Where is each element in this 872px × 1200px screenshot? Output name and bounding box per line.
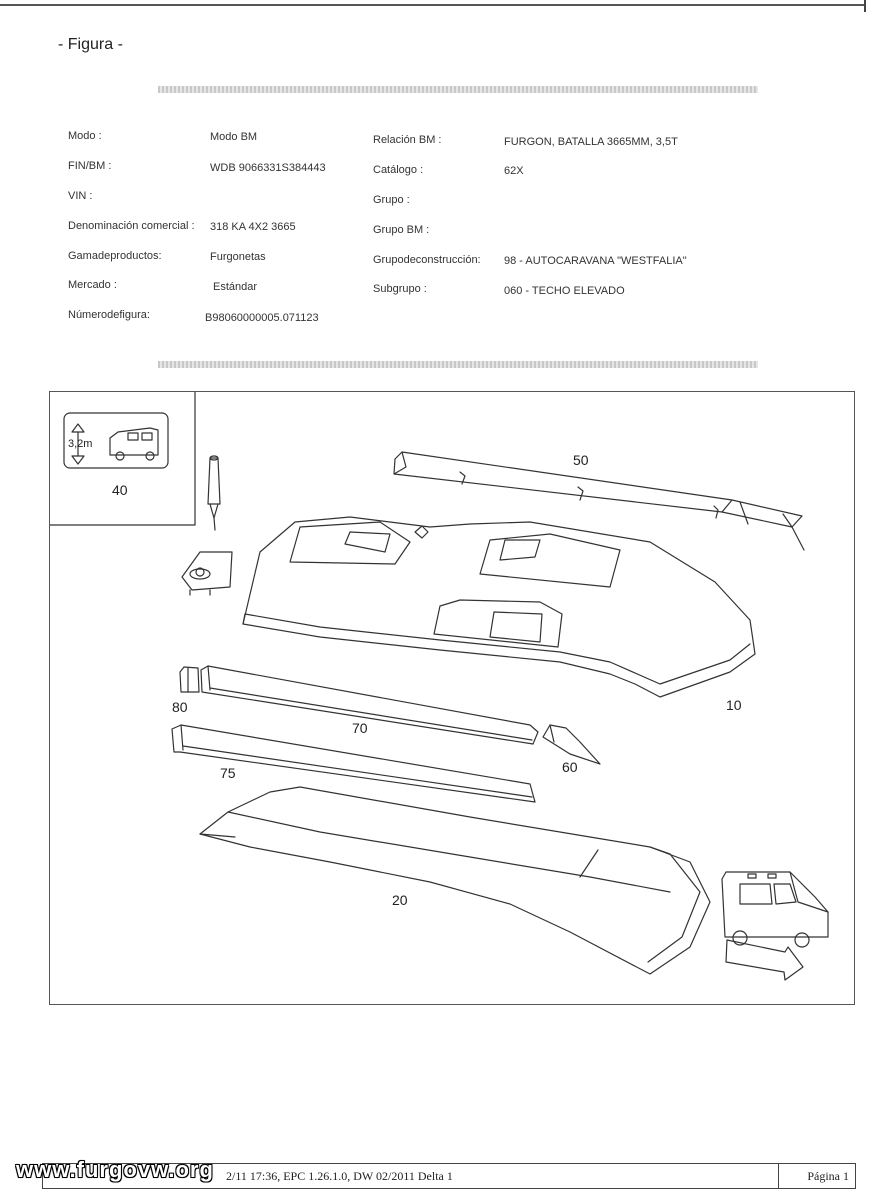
separator-top — [158, 86, 758, 93]
info-value-fin: WDB 9066331S384443 — [210, 162, 326, 174]
page-top-border — [0, 4, 864, 6]
info-label-catalogo: Catálogo : — [373, 164, 424, 176]
footer-divider — [778, 1164, 780, 1188]
info-label-vin: VIN : — [68, 190, 93, 202]
info-value-relacion: FURGON, BATALLA 3665MM, 3,5T — [504, 136, 678, 148]
part-label-40: 40 — [112, 482, 128, 498]
info-label-grupo-bm: Grupo BM : — [373, 224, 430, 236]
info-value-subgrupo: 060 - TECHO ELEVADO — [504, 285, 625, 297]
van-icon — [722, 872, 828, 947]
info-value-denominacion: 318 KA 4X2 3665 — [210, 221, 296, 233]
page-title: - Figura - — [58, 36, 123, 53]
part-70-trim-strip — [201, 666, 538, 744]
info-label-numero-figura: Númerodefigura: — [68, 309, 150, 321]
sealant-tube — [208, 456, 220, 530]
part-20-roof-panel — [200, 787, 710, 974]
part-label-70: 70 — [352, 720, 368, 736]
part-label-75: 75 — [220, 765, 236, 781]
parts-diagram — [49, 391, 855, 1005]
part-label-10: 10 — [726, 697, 742, 713]
part-label-80: 80 — [172, 699, 188, 715]
info-label-grupo-construccion: Grupodeconstrucción: — [373, 254, 481, 266]
info-label-grupo: Grupo : — [373, 194, 410, 206]
info-label-subgrupo: Subgrupo : — [373, 283, 427, 295]
info-value-mercado: Estándar — [213, 281, 258, 293]
info-label-modo: Modo : — [68, 130, 102, 142]
info-label-relacion: Relación BM : — [373, 134, 442, 146]
part-80-end-cap — [180, 667, 199, 692]
parts-diagram-drawing — [50, 392, 855, 1005]
footer-info: 2/11 17:36, EPC 1.26.1.0, DW 02/2011 Delta 1 — [226, 1169, 453, 1183]
part-75-lower-trim — [172, 725, 535, 802]
info-value-catalogo: 62X — [504, 165, 524, 177]
part-label-20: 20 — [392, 892, 408, 908]
page-number: Página 1 — [807, 1169, 849, 1183]
info-value-numero-figura: B98060000005.071123 — [205, 312, 319, 324]
inset-height-label: 3,2m — [68, 438, 93, 450]
page-edge-mark — [864, 0, 866, 12]
info-value-modo: Modo BM — [210, 131, 258, 143]
part-label-50: 50 — [573, 452, 589, 468]
info-label-gama: Gamadeproductos: — [68, 250, 162, 262]
part-10-high-roof — [243, 517, 755, 697]
info-label-mercado: Mercado : — [68, 279, 117, 291]
direction-arrow-icon — [726, 940, 803, 980]
separator-bottom — [158, 361, 758, 368]
part-50-roof-rail — [394, 452, 804, 550]
info-value-gama: Furgonetas — [210, 251, 266, 263]
fastener-kit — [182, 552, 232, 595]
part-label-60: 60 — [562, 759, 578, 775]
watermark-text: www.furgovw.org — [16, 1157, 214, 1182]
info-label-fin: FIN/BM : — [68, 160, 112, 172]
info-label-denominacion: Denominación comercial : — [68, 220, 195, 232]
info-value-grupo-construccion: 98 - AUTOCARAVANA "WESTFALIA" — [504, 255, 687, 267]
